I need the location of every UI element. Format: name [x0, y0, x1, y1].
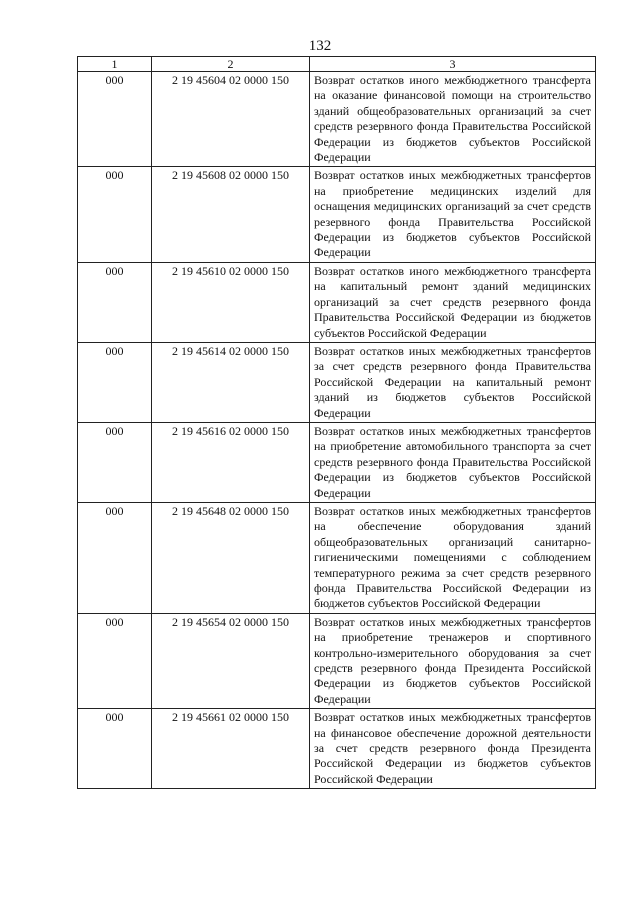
column-header-2: 2 — [152, 57, 310, 72]
budget-code-cell: 2 19 45608 02 0000 150 — [152, 167, 310, 262]
description-line: бюджетов субъектов Российской Федерации — [314, 134, 591, 165]
budget-code-cell: 2 19 45604 02 0000 150 — [152, 72, 310, 167]
table-row — [78, 262, 596, 342]
description-line: Правительства Российской Федерации из — [314, 454, 591, 485]
description-line: субъектов Российской Федерации — [314, 676, 591, 706]
description-line: субъектов Российской Федерации — [314, 390, 591, 420]
description-line: Российской Федерации из бюджетов субъектов — [314, 581, 591, 611]
description-line: трансфертов за счет средств резервного фонда — [314, 343, 592, 374]
budget-code-cell: 2 19 45661 02 0000 150 — [152, 709, 310, 789]
table-row — [78, 167, 596, 262]
budget-code-cell: 2 19 45654 02 0000 150 — [152, 613, 310, 708]
description-line: трансферта на оказание финансовой помощи на — [314, 73, 591, 103]
admin-code-cell: 000 — [78, 342, 152, 422]
admin-code-cell: 000 — [78, 422, 152, 502]
admin-code-cell: 000 — [78, 262, 152, 342]
description-cell — [310, 342, 596, 422]
description-line: резервного фонда Правительства Российской — [314, 294, 591, 325]
admin-code-cell: 000 — [78, 613, 152, 708]
table-body — [78, 72, 596, 789]
budget-code-cell: 2 19 45616 02 0000 150 — [152, 422, 310, 502]
description-line: Возврат остатков иных межбюджетных — [314, 168, 522, 183]
description-line: Возврат остатков иных межбюджетных — [314, 710, 522, 725]
description-line: оборудования за счет средств резервного фонда — [314, 645, 591, 676]
description-cell — [310, 502, 596, 613]
table-row — [78, 613, 596, 708]
description-line: за счет средств резервного фонда Правительства — [314, 199, 592, 229]
description-line: медицинских организаций за счет средств — [314, 279, 592, 309]
description-line: Возврат остатков иных межбюджетных — [314, 343, 522, 358]
description-line: трансфертов на приобретение медицинских — [314, 168, 592, 198]
description-cell — [310, 262, 596, 342]
description-line: трансферта на капитальный ремонт зданий — [314, 263, 591, 294]
description-line: трансфертов на финансовое обеспечение дорожной — [314, 710, 592, 740]
budget-code-cell: 2 19 45648 02 0000 150 — [152, 502, 310, 613]
budget-code-cell: 2 19 45610 02 0000 150 — [152, 262, 310, 342]
page-number: 132 — [308, 38, 332, 54]
admin-code-cell: 000 — [78, 502, 152, 613]
description-line: деятельности за счет средств резервного фонда — [314, 725, 591, 756]
description-line: Президента Российской Федерации из бюджетов — [314, 661, 592, 691]
description-line: трансфертов на приобретение автомобильного — [314, 423, 592, 454]
description-line: изделий для оснащения медицинских организаций — [314, 183, 591, 214]
description-line: Федерации — [429, 325, 487, 340]
description-line: Российской Федерации — [421, 596, 541, 611]
budget-table — [77, 56, 596, 789]
description-line: Российской Федерации — [314, 230, 591, 260]
description-line: организаций за счет средств резервного фонда — [314, 103, 592, 134]
description-line: Возврат остатков иного межбюджетного — [314, 263, 528, 278]
table-row — [78, 72, 596, 167]
description-line: соблюдением температурного режима за счет — [314, 550, 591, 580]
admin-code-cell: 000 — [78, 72, 152, 167]
description-line: Возврат остатков иных межбюджетных — [314, 423, 522, 438]
description-line: санитарно-гигиеническими помещениями с — [314, 534, 591, 565]
description-line: транспорта за счет средств резервного фонда — [314, 439, 592, 469]
admin-code-cell: 000 — [78, 167, 152, 262]
description-line: общеобразовательных организаций — [314, 534, 514, 549]
description-line: субъектов Российской Федерации — [314, 756, 592, 786]
budget-code-cell: 2 19 45614 02 0000 150 — [152, 342, 310, 422]
description-line: спортивного контрольно-измерительного — [314, 630, 591, 660]
description-line: капитальный ремонт зданий из бюджетов — [314, 374, 591, 405]
table-row — [78, 342, 596, 422]
description-line: Возврат остатков иных межбюджетных — [314, 503, 522, 518]
description-line: Возврат остатков иных межбюджетных — [314, 614, 522, 629]
description-line: Правительства Российской Федерации из — [314, 119, 591, 149]
description-cell — [310, 709, 596, 789]
description-line: Российской Федерации из бюджетов субъектов — [314, 214, 591, 245]
description-cell — [310, 613, 596, 708]
description-cell — [310, 72, 596, 167]
table-header-row — [78, 57, 596, 72]
description-line: Возврат остатков иного межбюджетного — [314, 73, 528, 87]
column-header-3: 3 — [310, 57, 596, 72]
admin-code-cell: 000 — [78, 709, 152, 789]
description-cell — [310, 167, 596, 262]
description-line: средств резервного фонда Правительства — [314, 565, 592, 595]
description-line: строительство зданий общеобразовательных — [314, 88, 592, 118]
description-line: Федерации из бюджетов субъектов Российской — [314, 310, 592, 340]
description-cell — [310, 422, 596, 502]
column-header-1: 1 — [78, 57, 152, 72]
description-line: Президента Российской Федерации из бюджетов — [314, 741, 591, 771]
table-row — [78, 502, 596, 613]
description-line: трансфертов на приобретение тренажеров и — [314, 614, 592, 645]
table-row — [78, 709, 596, 789]
description-line: Правительства Российской Федерации на — [314, 359, 591, 389]
table-row — [78, 422, 596, 502]
description-line: бюджетов субъектов Российской Федерации — [314, 470, 591, 500]
description-line: трансфертов на обеспечение оборудования зданий — [314, 503, 592, 534]
